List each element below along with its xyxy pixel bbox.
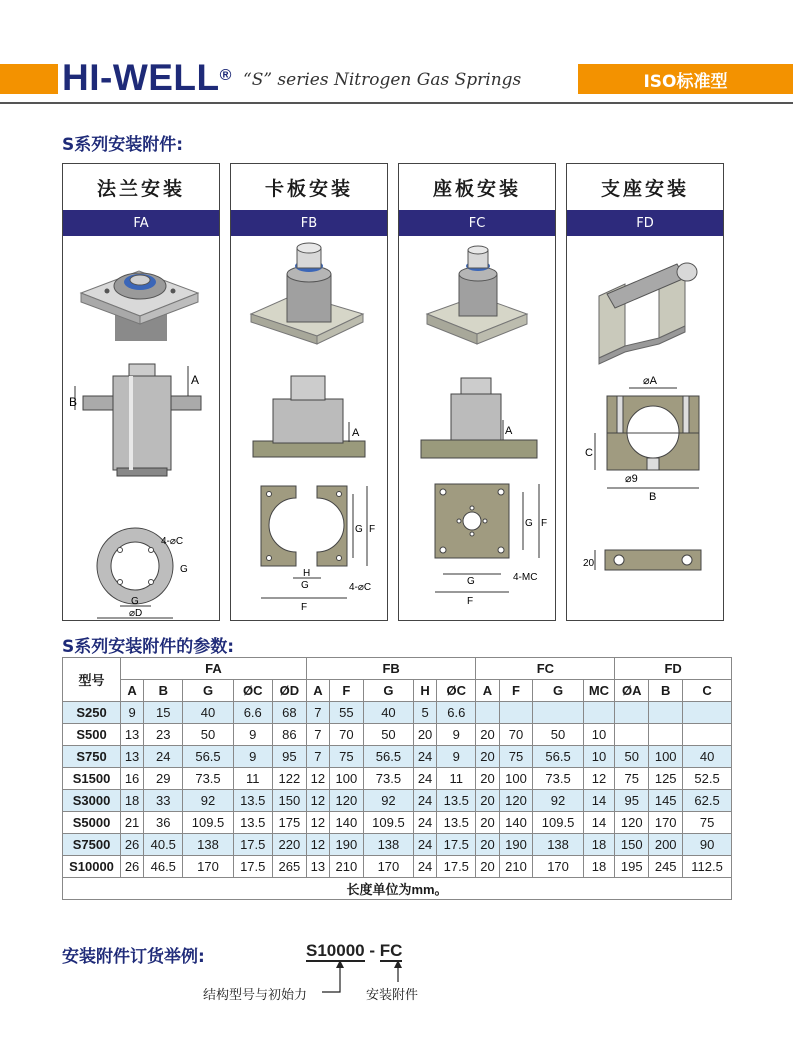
value-cell: 9 [233, 746, 272, 768]
fd-label-a: ⌀A [643, 375, 657, 387]
panel-title: 座板安装 [432, 177, 521, 200]
value-cell: 6.6 [233, 702, 272, 724]
value-cell: 20 [476, 856, 499, 878]
value-cell: 92 [183, 790, 233, 812]
value-cell: 170 [533, 856, 583, 878]
value-cell: 20 [476, 834, 499, 856]
value-cell: 29 [144, 768, 183, 790]
value-cell: 86 [272, 724, 306, 746]
value-cell: 109.5 [363, 812, 413, 834]
value-cell: 20 [476, 768, 499, 790]
group-header-fd: FD [615, 658, 732, 680]
column-header: A [306, 680, 329, 702]
value-cell: 73.5 [363, 768, 413, 790]
value-cell: 40.5 [144, 834, 183, 856]
value-cell: 13 [306, 856, 329, 878]
column-header: A [476, 680, 499, 702]
value-cell: 24 [414, 812, 437, 834]
order-example-label: 安装附件订货举例: [62, 947, 205, 967]
value-cell: 9 [437, 746, 476, 768]
value-cell: 100 [649, 746, 683, 768]
group-header-fb: FB [306, 658, 476, 680]
fa-label-g-right: G [180, 564, 188, 575]
column-header: F [329, 680, 363, 702]
fa-label-b: B [69, 395, 78, 409]
value-cell: 40 [363, 702, 413, 724]
value-cell: 170 [649, 812, 683, 834]
fd-label-c: C [585, 447, 593, 459]
model-cell: S750 [63, 746, 121, 768]
value-cell: 52.5 [683, 768, 732, 790]
arrow-model-head [336, 960, 344, 968]
value-cell: 145 [649, 790, 683, 812]
value-cell: 95 [615, 790, 649, 812]
value-cell: 13.5 [437, 812, 476, 834]
value-cell: 12 [306, 768, 329, 790]
value-cell: 120 [329, 790, 363, 812]
value-cell: 56.5 [533, 746, 583, 768]
value-cell: 17.5 [437, 856, 476, 878]
value-cell: 170 [363, 856, 413, 878]
value-cell: 36 [144, 812, 183, 834]
value-cell: 40 [683, 746, 732, 768]
panel-code: FA [63, 210, 219, 236]
value-cell: 20 [414, 724, 437, 746]
panel-title: 法兰安装 [96, 177, 185, 200]
value-cell: 11 [233, 768, 272, 790]
value-cell: 175 [272, 812, 306, 834]
fb-label-g: G [355, 524, 363, 535]
value-cell: 26 [121, 834, 144, 856]
order-dash: - [364, 941, 380, 960]
value-cell: 40 [183, 702, 233, 724]
value-cell: 24 [414, 856, 437, 878]
panel-title: 卡板安装 [264, 177, 353, 200]
column-header: B [649, 680, 683, 702]
order-model-caption: 结构型号与初始力 [203, 988, 308, 1003]
value-cell: 138 [363, 834, 413, 856]
column-header: MC [583, 680, 615, 702]
value-cell: 120 [615, 812, 649, 834]
column-header: H [414, 680, 437, 702]
value-cell: 6.6 [437, 702, 476, 724]
model-cell: S1500 [63, 768, 121, 790]
fb-label-g-bottom: G [301, 580, 309, 591]
fa-label-g: G [131, 596, 139, 607]
column-header: G [363, 680, 413, 702]
value-cell: 50 [183, 724, 233, 746]
value-cell: 50 [533, 724, 583, 746]
value-cell: 9 [437, 724, 476, 746]
header-tag: ISO标准型 [578, 64, 793, 94]
column-header: G [183, 680, 233, 702]
column-header: F [499, 680, 533, 702]
value-cell: 170 [183, 856, 233, 878]
value-cell: 9 [121, 702, 144, 724]
value-cell: 18 [583, 856, 615, 878]
fd-label-9: ⌀9 [625, 473, 638, 485]
value-cell: 75 [499, 746, 533, 768]
value-cell: 150 [272, 790, 306, 812]
value-cell: 13.5 [437, 790, 476, 812]
accessories-section-title: S系列安装附件: [62, 135, 184, 155]
order-accessory-caption: 安装附件 [366, 988, 419, 1003]
value-cell: 17.5 [233, 834, 272, 856]
value-cell: 140 [499, 812, 533, 834]
column-header: ØD [272, 680, 306, 702]
value-cell: 200 [649, 834, 683, 856]
column-header: C [683, 680, 732, 702]
value-cell: 109.5 [533, 812, 583, 834]
fa-label-d: ⌀D [129, 608, 143, 619]
model-cell: S500 [63, 724, 121, 746]
value-cell: 122 [272, 768, 306, 790]
panel-code: FB [231, 210, 387, 236]
value-cell: 120 [499, 790, 533, 812]
value-cell: 10 [583, 724, 615, 746]
value-cell: 21 [121, 812, 144, 834]
value-cell: 100 [499, 768, 533, 790]
value-cell: 17.5 [233, 856, 272, 878]
value-cell: 14 [583, 812, 615, 834]
fc-label-f: F [541, 518, 548, 529]
column-header: ØC [437, 680, 476, 702]
value-cell: 56.5 [183, 746, 233, 768]
model-header: 型号 [63, 658, 121, 702]
value-cell: 100 [329, 768, 363, 790]
value-cell: 11 [437, 768, 476, 790]
value-cell: 210 [499, 856, 533, 878]
value-cell: 125 [649, 768, 683, 790]
value-cell: 75 [615, 768, 649, 790]
fd-label-b: B [649, 491, 657, 503]
header-subtitle: “S” series Nitrogen Gas Springs [243, 70, 522, 90]
fb-label-h: H [303, 568, 311, 579]
fb-label-a: A [352, 427, 360, 439]
value-cell: 9 [233, 724, 272, 746]
fc-label-a: A [505, 425, 513, 437]
registered-mark: ® [219, 67, 232, 84]
value-cell: 7 [306, 702, 329, 724]
column-header: ØC [233, 680, 272, 702]
value-cell: 75 [329, 746, 363, 768]
column-header: G [533, 680, 583, 702]
fb-label-f-bottom: F [301, 602, 308, 613]
value-cell: 112.5 [683, 856, 732, 878]
value-cell: 95 [272, 746, 306, 768]
value-cell: 195 [615, 856, 649, 878]
value-cell: 245 [649, 856, 683, 878]
value-cell: 73.5 [533, 768, 583, 790]
value-cell: 7 [306, 724, 329, 746]
panel-title: 支座安装 [600, 177, 689, 200]
model-cell: S10000 [63, 856, 121, 878]
value-cell: 23 [144, 724, 183, 746]
value-cell: 24 [414, 790, 437, 812]
value-cell: 109.5 [183, 812, 233, 834]
panel-code: FD [567, 210, 723, 236]
value-cell: 12 [306, 790, 329, 812]
fc-label-mc: 4-MC [513, 572, 538, 583]
value-cell: 73.5 [183, 768, 233, 790]
value-cell: 50 [615, 746, 649, 768]
group-header-fc: FC [476, 658, 615, 680]
value-cell: 70 [499, 724, 533, 746]
value-cell: 75 [683, 812, 732, 834]
model-cell: S250 [63, 702, 121, 724]
value-cell: 20 [476, 812, 499, 834]
value-cell: 210 [329, 856, 363, 878]
value-cell: 24 [414, 746, 437, 768]
value-cell: 68 [272, 702, 306, 724]
value-cell: 24 [144, 746, 183, 768]
model-cell: S3000 [63, 790, 121, 812]
value-cell: 13 [121, 746, 144, 768]
fc-label-f-bottom: F [467, 596, 474, 607]
fa-label-a: A [191, 373, 200, 387]
value-cell: 13.5 [233, 812, 272, 834]
arrow-accessory-head [394, 960, 402, 968]
value-cell: 10 [583, 746, 615, 768]
unit-note: 长度单位为mm。 [63, 878, 732, 900]
order-accessory: FC [379, 941, 403, 960]
value-cell: 14 [583, 790, 615, 812]
value-cell: 20 [476, 790, 499, 812]
value-cell: 265 [272, 856, 306, 878]
value-cell: 7 [306, 746, 329, 768]
value-cell: 92 [533, 790, 583, 812]
value-cell: 5 [414, 702, 437, 724]
value-cell: 150 [615, 834, 649, 856]
value-cell: 20 [476, 724, 499, 746]
value-cell: 12 [306, 812, 329, 834]
fa-label-c: 4-⌀C [161, 536, 184, 547]
value-cell: 12 [306, 834, 329, 856]
value-cell: 13.5 [233, 790, 272, 812]
value-cell: 20 [476, 746, 499, 768]
column-header: A [121, 680, 144, 702]
value-cell: 190 [329, 834, 363, 856]
column-header: ØA [615, 680, 649, 702]
value-cell: 140 [329, 812, 363, 834]
fc-label-g-bottom: G [467, 576, 475, 587]
value-cell: 26 [121, 856, 144, 878]
value-cell: 190 [499, 834, 533, 856]
value-cell: 138 [183, 834, 233, 856]
arrow-model [322, 964, 340, 992]
value-cell: 17.5 [437, 834, 476, 856]
value-cell: 50 [363, 724, 413, 746]
value-cell: 138 [533, 834, 583, 856]
order-model: S10000 [306, 941, 365, 960]
value-cell: 18 [583, 834, 615, 856]
value-cell: 15 [144, 702, 183, 724]
fb-label-c: 4-⌀C [349, 582, 372, 593]
value-cell: 18 [121, 790, 144, 812]
params-section-title: S系列安装附件的参数: [62, 637, 235, 657]
fc-label-g: G [525, 518, 533, 529]
model-cell: S7500 [63, 834, 121, 856]
panel-code: FC [399, 210, 555, 236]
value-cell: 70 [329, 724, 363, 746]
value-cell: 12 [583, 768, 615, 790]
value-cell: 62.5 [683, 790, 732, 812]
value-cell: 46.5 [144, 856, 183, 878]
value-cell: 24 [414, 768, 437, 790]
fb-label-f: F [369, 524, 376, 535]
value-cell: 56.5 [363, 746, 413, 768]
value-cell: 92 [363, 790, 413, 812]
value-cell: 220 [272, 834, 306, 856]
brand-name: HI-WELL [62, 57, 220, 98]
value-cell: 33 [144, 790, 183, 812]
value-cell: 13 [121, 724, 144, 746]
value-cell: 24 [414, 834, 437, 856]
value-cell: 55 [329, 702, 363, 724]
value-cell: 16 [121, 768, 144, 790]
column-header: B [144, 680, 183, 702]
value-cell: 90 [683, 834, 732, 856]
group-header-fa: FA [121, 658, 307, 680]
model-cell: S5000 [63, 812, 121, 834]
fd-label-20: 20 [583, 558, 595, 569]
